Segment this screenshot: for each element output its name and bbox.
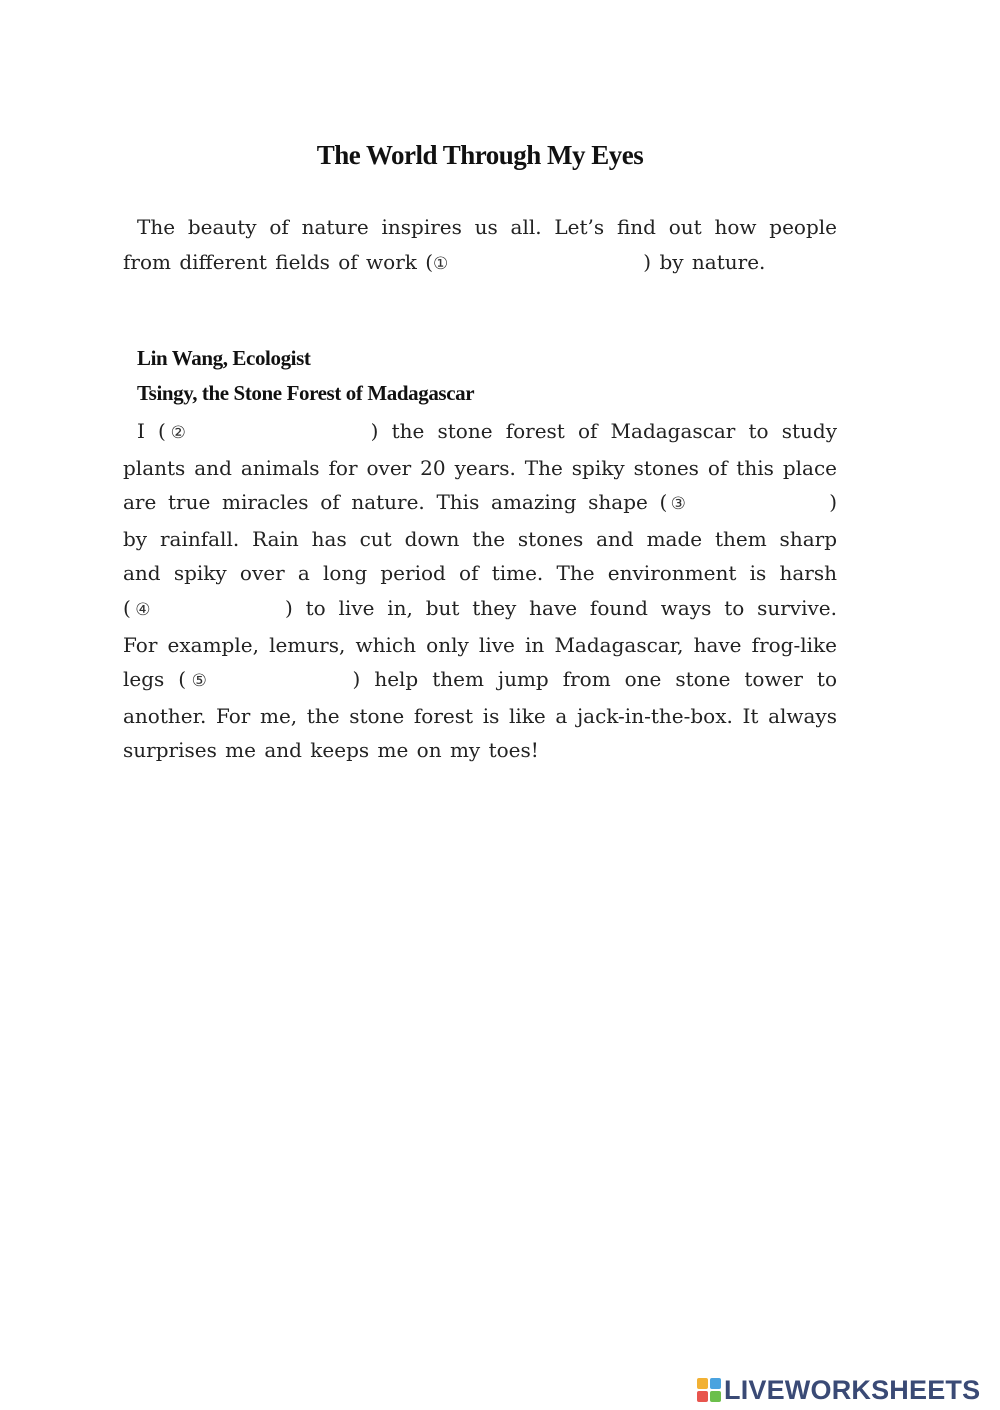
worksheet-title: The World Through My Eyes (316, 140, 644, 170)
blank-marker-1: ① (433, 253, 449, 274)
body-line-2: plants and animals for over 20 years. The spiky stones of this place (123, 455, 837, 480)
body-line-5: and spiky over a long period of time. The environment is harsh (123, 561, 837, 586)
body-line-8: legs (⑤ ) help them jump from one stone tower to (123, 667, 838, 692)
body-line-3: are true miracles of nature. This amazing shape (③ ) (123, 490, 837, 515)
body-line-7: For example, lemurs, which only live in Madagascar, have frog-like (123, 632, 837, 657)
body-line-6: (④ ) to live in, but they have found ways to survive. (123, 595, 837, 620)
body-line-9: another. For me, the stone forest is like a jack-in-the-box. It always (123, 703, 837, 728)
body-line-4: by rainfall. Rain has cut down the stones and made them sharp (123, 526, 837, 551)
body-line-1: I (② ) the stone forest of Madagascar to study (137, 419, 837, 443)
liveworksheets-logo (697, 1376, 980, 1404)
logo-text: LIVEWORKSHEETS (724, 1374, 981, 1405)
intro-paragraph (123, 210, 837, 281)
intro-line-2: from different fields of work (① ) by nature. (123, 249, 766, 274)
body-paragraph (123, 414, 837, 768)
blank-marker-2: ② (165, 423, 191, 443)
section-heading: Tsingy, the Stone Forest of Madagascar (137, 381, 475, 405)
blank-marker-3: ③ (667, 494, 690, 515)
logo-mark-icon (697, 1378, 721, 1402)
body-line-10: surprises me and keeps me on my toes! (123, 738, 539, 763)
author-heading: Lin Wang, Ecologist (137, 346, 311, 370)
blank-marker-4: ④ (130, 599, 155, 620)
intro-line-1: The beauty of nature inspires us all. Let’s find out how people (137, 215, 837, 239)
blank-marker-5: ⑤ (186, 671, 213, 692)
